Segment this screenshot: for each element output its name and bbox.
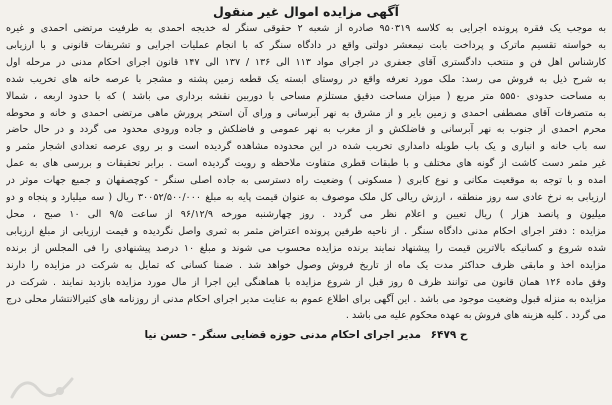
notice-line: مزایده : دفتر اجرای احکام مدنی دادگاه سنگر . از ناحیه طرفین پرونده اعتراض مثمر به ثمری واصل نگردیده و قیمت ارزیابی از مبلغ ارزیابی xyxy=(6,225,606,237)
notice-title: آگهی مزایده اموال غیر منقول xyxy=(213,4,399,19)
watermark-logo-icon xyxy=(8,371,78,403)
notice-code: ح ۶۴۷۹ xyxy=(430,329,468,342)
notice-line: محرم احمدی از جنوب به نهر آبرسانی و فاضلکش و از مغرب به نهر عمومی و فاضلکش و جاده ورودی محدود می گردد و در حال حاضر xyxy=(6,124,606,136)
notice-line: کارشناس اهل فن و منتخب دادگستری آقای جعفری در اجرای مواد ۱۱۳ الی ۱۳۶ / ۱۳۷ الی ۱۴۷ قانون اجرای احکام مدنی در مرحله اول xyxy=(6,56,606,68)
notice-line: مزایده اخذ و مابقی ظرف حداکثر مدت یک ماه از تاریخ فروش وصول خواهد شد . ضمنا کسانی که تمایل به شرکت در مزایده را دارند xyxy=(6,259,606,271)
notice-signature: مدیر اجرای احکام مدنی حوزه قضایی سنگر - حسن نیا xyxy=(144,329,421,342)
notice-line: به خواسته تقسیم ماترک و پرداخت بابت نیمعشر دولتی واقع در دادگاه سنگر که با انجام عملیات اجرایی و تشریفات قانونی و با ارزیابی xyxy=(6,39,606,51)
notice-line: می گردد . کلیه هزینه های فروش به عهده محکوم علیه می باشد . xyxy=(345,310,606,322)
notice-line: سه باب خانه و انباری و یک باب طویله دامداری تخریب شده در این محدوده مشاهده گردیده است و بر روی عرصه تعدادی اشجار مثمر و xyxy=(6,141,606,153)
notice-line: ارزیابی به نرخ عادی سه روز منطقه ، ارزش ریالی کل ملک موصوف به عنوان قیمت پایه به مبلغ ۳۰۰۵۲/۵۰۰/۰۰۰ ریال ( سه میلیارد و پنجاه و دو xyxy=(6,192,606,204)
notice-line: به مساحت حدودی ۵۵۵۰ متر مربع ( میزان مساحت دقیق مستلزم مساحی با دوربین نقشه برداری می باشد ) که با حدود اربعه ، شمالا xyxy=(6,90,606,102)
notice-line: غیر مثمر دست کاشت از گونه های مختلف و با طبقات قطری متفاوت ملاحظه و رویت گردیده است . برابر تحقیقات و بررسی های به عمل xyxy=(6,158,606,170)
notice-line: شده شروع و کسانیکه بالاترین قیمت را پیشنهاد نمایند برنده مزایده محسوب می شوند و مبلغ ۱۰ درصد پیشنهادی را فی المجلس از برنده xyxy=(6,242,606,254)
notice-line: امده و با توجه به موقعیت مکانی و نوع کابری ( مسکونی ) وضعیت راه دسترسی به جاده اصلی سنگر - کوچصفهان و جمیع جهات موثر در xyxy=(6,175,606,187)
notice-line: به موجب یک فقره پرونده اجرایی به کلاسه ۹۵۰۳۱۹ صادره از شعبه ۲ حقوقی سنگر له خدیجه احمدی به طرفیت مرتضی احمدی و غیره xyxy=(6,23,606,34)
notice-line: وفق ماده ۱۲۶ همان قانون می توانند ظرف ۵ روز قبل از شروع مزایده با هماهنگی این اجرا از مال مورد مزایده بازدید نمایند . شرکت در xyxy=(6,276,606,288)
notice-line: میلیون و پانصد هزار ) ریال تعیین و اعلام نظر می گردد . روز چهارشنبه مورخه ۹۶/۱۲/۹ از ساعت ۹/۵ الی ۱۰ صبح ، محل xyxy=(6,208,606,220)
notice-line: به متصرفات آقای مصطفی احمدی و زمین بایر و از مشرق به نهر آبرسانی و ورای آن استخر پرورش ماهی مرتضی احمدی و خانه و محوطه xyxy=(6,107,606,119)
notice-body xyxy=(6,21,606,325)
notice-line: به شرح ذیل به فروش می رسد: ملک مورد تعرفه واقع در روستای ابسته یک قطعه زمین پشته و مشجر با عرصه خانه های تخریب شده xyxy=(6,73,606,85)
notice-line: مزایده به منزله قبول وضعیت موجود می باشد . این آگهی برای اطلاع عموم به عنایت مدیر اجرای احکام مدنی از روزنامه های کثیرالانتشار محلی درج xyxy=(6,293,606,305)
notice-footer xyxy=(6,327,606,343)
